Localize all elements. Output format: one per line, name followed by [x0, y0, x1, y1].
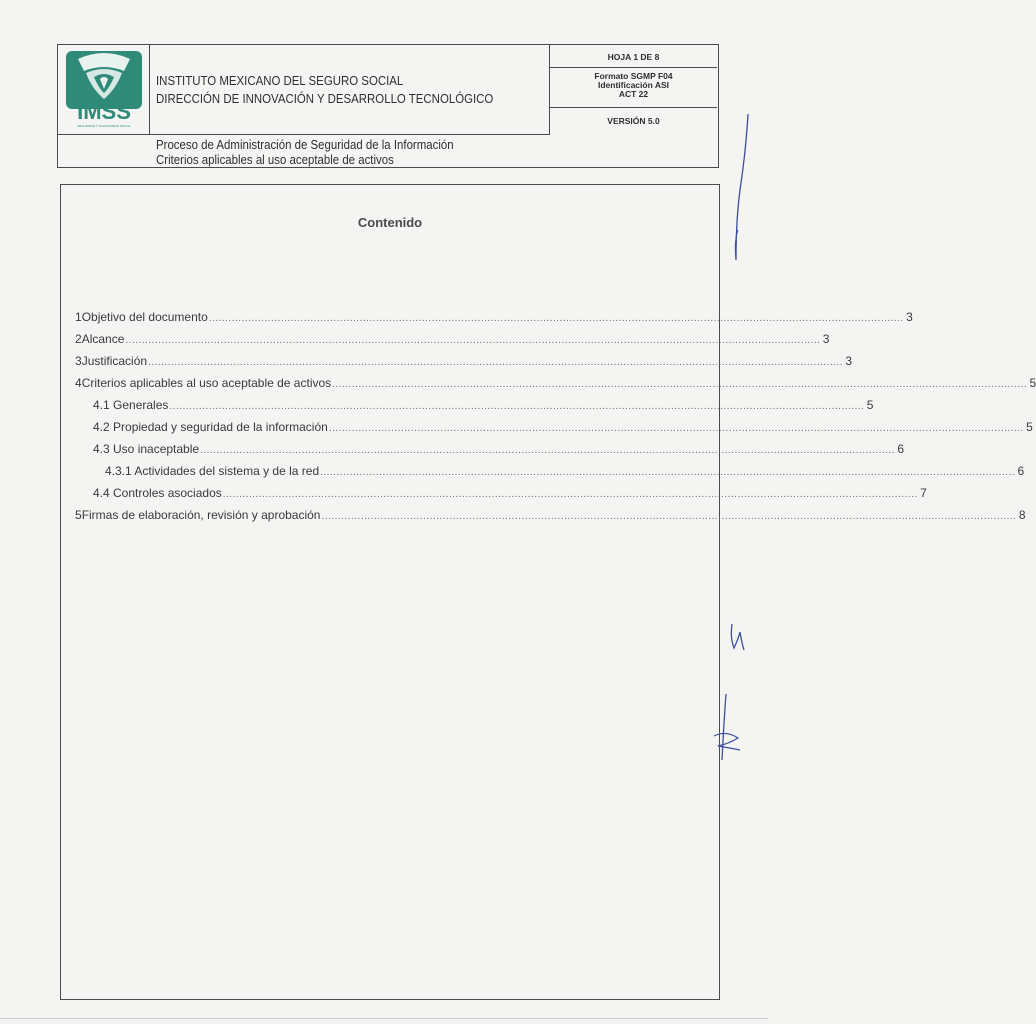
toc-entry[interactable]: 4.3 Uso inaceptable .................................................................................................................................................................................................................... 6 [93, 442, 905, 456]
svg-text:SEGURIDAD Y SOLIDARIDAD SOCIAL: SEGURIDAD Y SOLIDARIDAD SOCIAL [77, 124, 131, 128]
process-cell [150, 135, 717, 166]
process-title: Proceso de Administración de Seguridad de la Información [156, 137, 454, 152]
page-edge [0, 1018, 768, 1019]
version-label: VERSIÓN 5.0 [607, 116, 660, 126]
toc-entry[interactable]: 5 Firmas de elaboración, revisión y aprobación .................................................................................................................................................................................................................... 8 [75, 508, 1026, 522]
logo-cell [58, 45, 150, 135]
toc-entry[interactable]: 4.4 Controles asociados .................................................................................................................................................................................................................... 7 [93, 486, 927, 500]
direction-name: DIRECCIÓN DE INNOVACIÓN Y DESARROLLO TECNOLÓGICO [156, 91, 494, 106]
toc-entry[interactable]: 1 Objetivo del documento .................................................................................................................................................................................................................... 3 [75, 310, 913, 324]
organization-cell [150, 45, 550, 135]
toc-entry[interactable]: 4.1 Generales .................................................................................................................................................................................................................... 5 [93, 398, 874, 412]
sheet-number: HOJA 1 DE 8 [550, 45, 717, 68]
toc-entry[interactable]: 4 Criterios aplicables al uso aceptable de activos .................................................................................................................................................................................................................... 5 [75, 376, 1036, 390]
criteria-title: Criterios aplicables al uso aceptable de activos [156, 152, 394, 167]
logo-text: IMSS [77, 99, 131, 124]
toc-title: Contenido [357, 215, 423, 230]
document-meta [550, 45, 717, 135]
format-id: Formato SGMP F04 Identificación ASI ACT 22 [550, 68, 717, 108]
toc-entry[interactable]: 2 Alcance .................................................................................................................................................................................................................... 3 [75, 332, 830, 346]
toc-entry[interactable]: 4.3.1 Actividades del sistema y de la red .................................................................................................................................................................................................................... 6 [105, 464, 1025, 478]
imss-logo [64, 49, 144, 129]
margin-signature-line [726, 110, 756, 270]
margin-initial-mark [722, 618, 752, 658]
institution-name: INSTITUTO MEXICANO DEL SEGURO SOCIAL [156, 73, 404, 88]
toc-entry[interactable]: 4.2 Propiedad y seguridad de la información .................................................................................................................................................................................................................... 5 [93, 420, 1033, 434]
content-frame [60, 184, 1036, 1000]
toc-entry[interactable]: 3 Justificación .................................................................................................................................................................................................................... 3 [75, 354, 853, 368]
document-header [57, 44, 719, 168]
margin-signature-initial [708, 690, 748, 770]
